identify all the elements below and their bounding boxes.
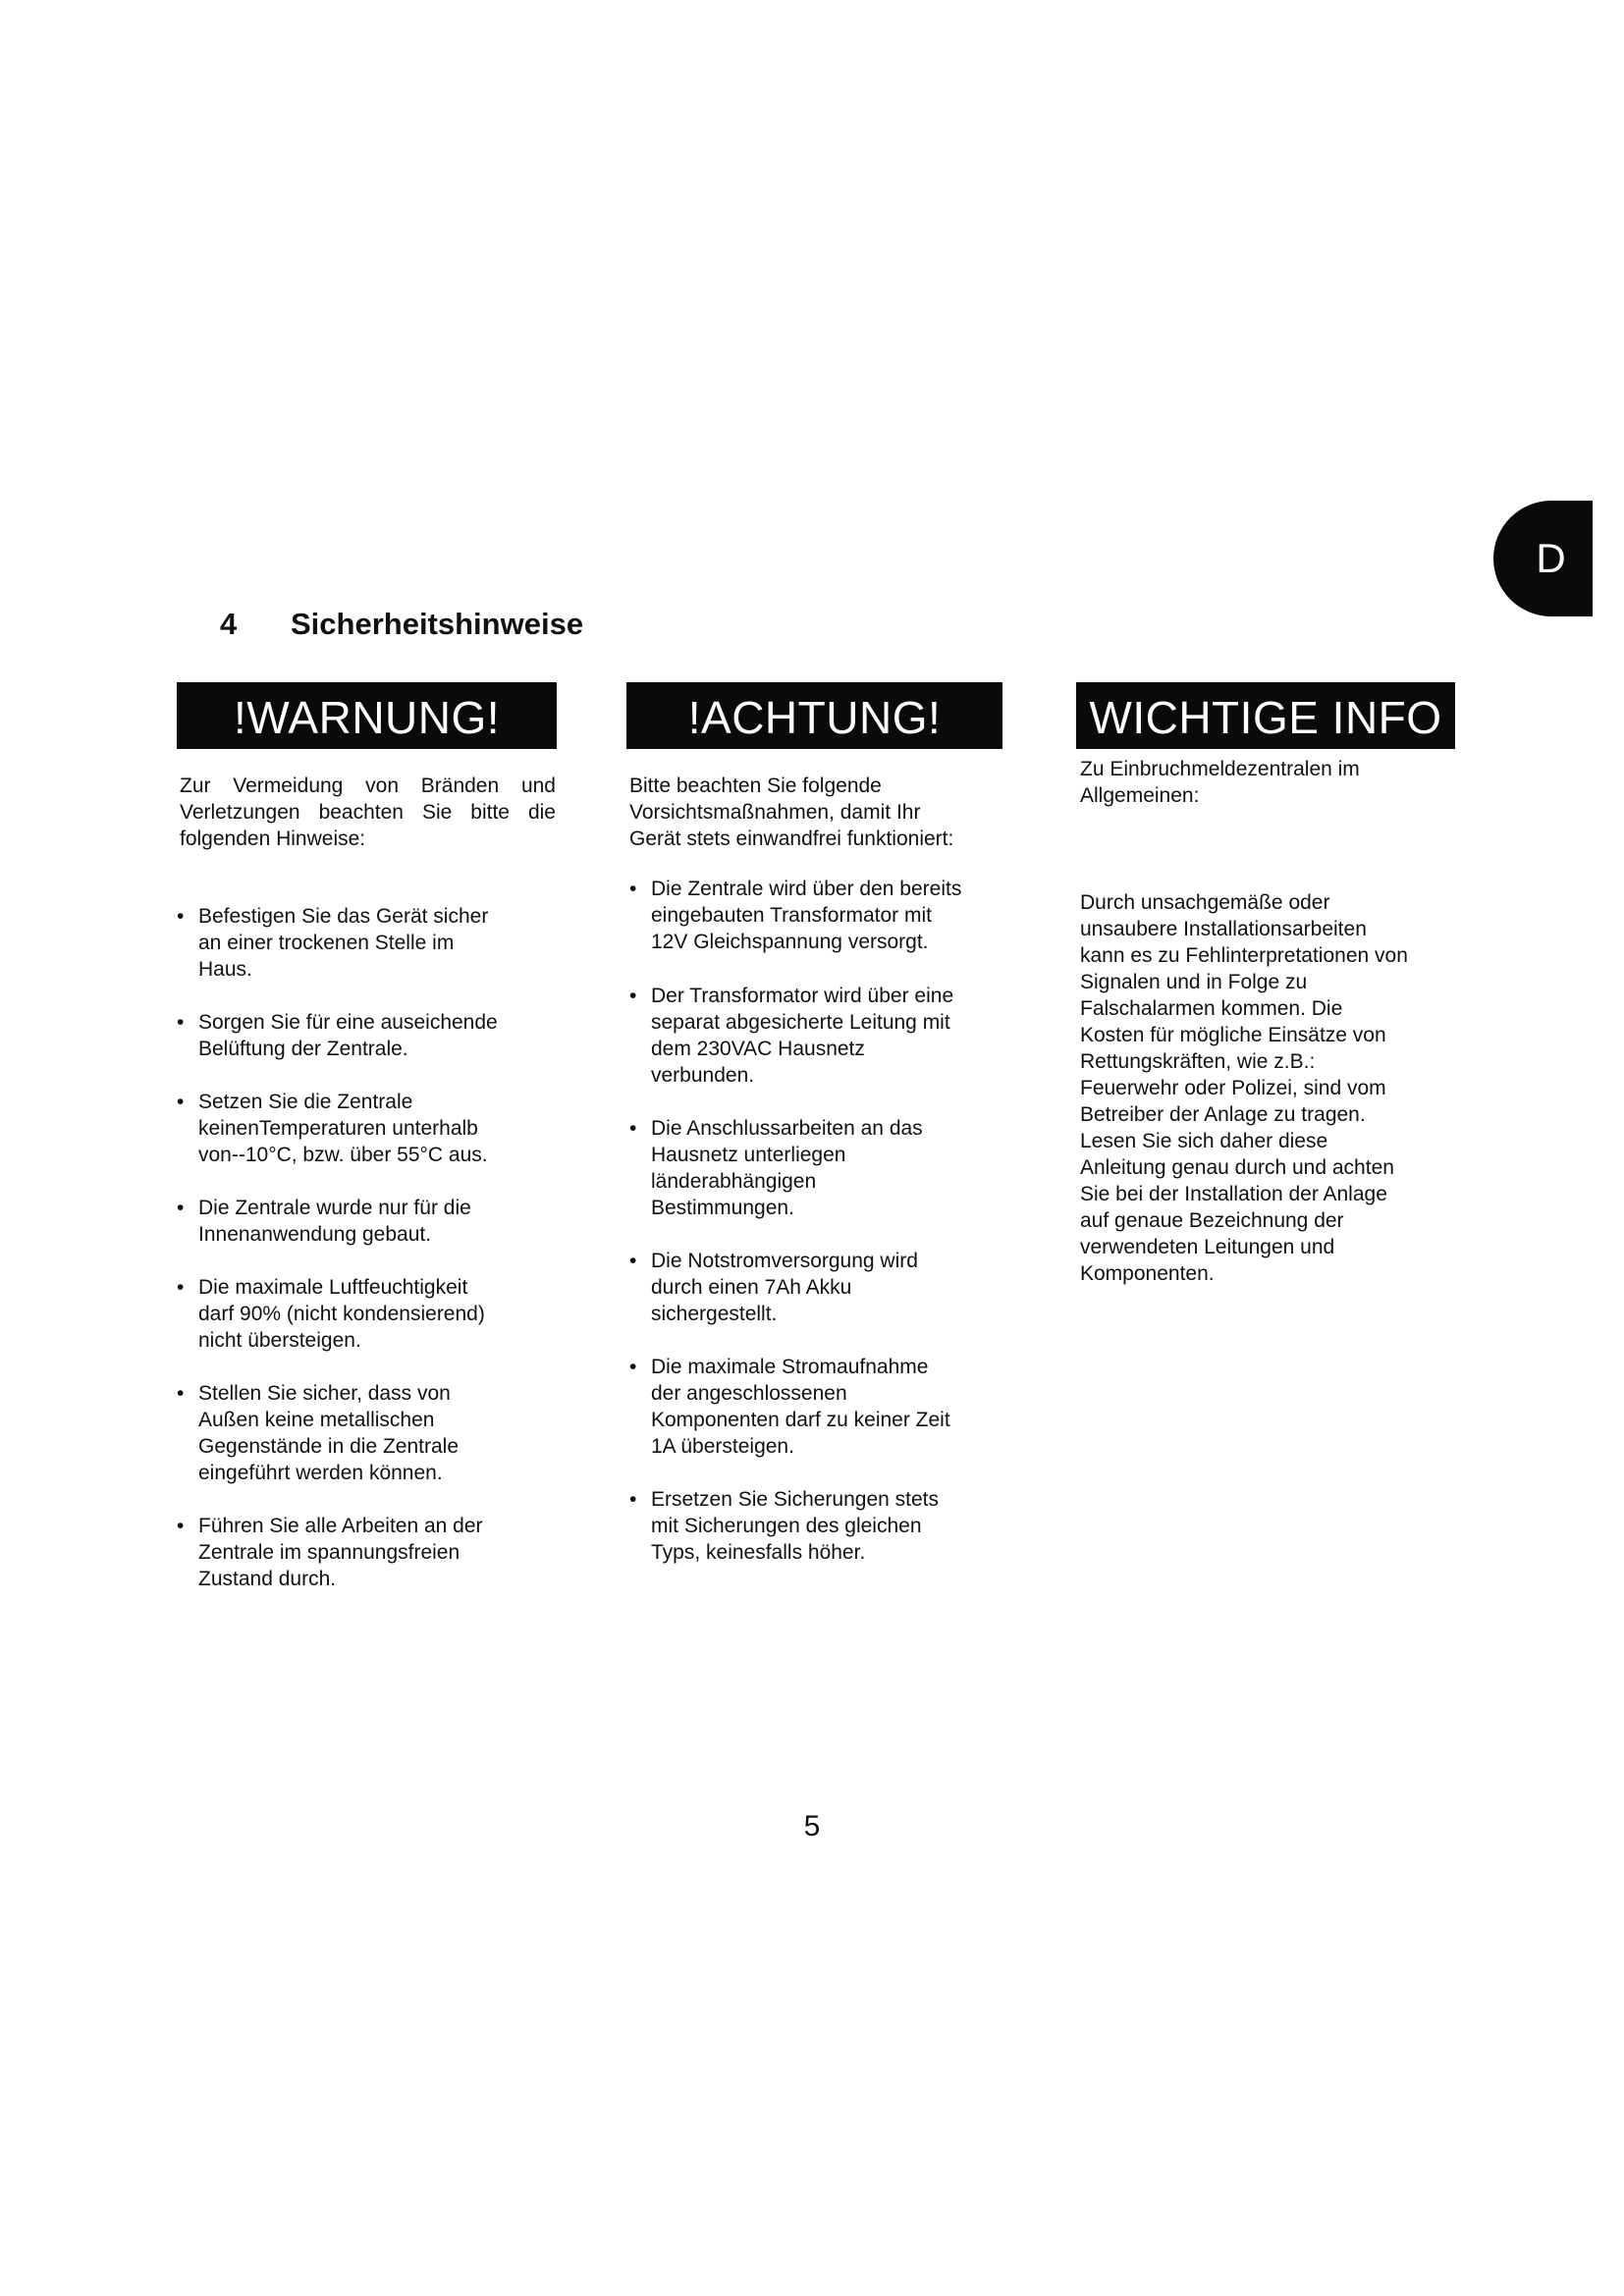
list-line: darf 90% (nicht kondensierend) bbox=[198, 1303, 485, 1325]
list-line: separat abgesicherte Leitung mit bbox=[651, 1011, 950, 1034]
warning-item bbox=[177, 1274, 485, 1354]
list-line: • Der Transformator wird über eine bbox=[651, 985, 954, 1007]
list-line: Typs, keinesfalls höher. bbox=[651, 1541, 866, 1564]
warning-intro bbox=[180, 773, 556, 852]
list-line: Außen keine metallischen bbox=[198, 1409, 435, 1431]
section-heading bbox=[220, 607, 583, 642]
paragraph-line: kann es zu Fehlinterpretationen von bbox=[1080, 944, 1408, 967]
section-number: 4 bbox=[220, 607, 238, 641]
list-line: • Befestigen Sie das Gerät sicher bbox=[198, 905, 489, 928]
list-line: mit Sicherungen des gleichen bbox=[651, 1515, 922, 1537]
list-line: • Die Zentrale wurde nur für die bbox=[198, 1197, 471, 1219]
info-paragraph bbox=[1080, 889, 1473, 1287]
warning-item bbox=[177, 1195, 471, 1248]
list-line: Komponenten darf zu keiner Zeit bbox=[651, 1409, 950, 1431]
list-line: keinenTemperaturen unterhalb bbox=[198, 1117, 478, 1140]
warning-intro-line: Verletzungen beachten Sie bitte die bbox=[180, 801, 556, 824]
caution-item bbox=[629, 1115, 923, 1221]
warning-intro-line: folgenden Hinweise: bbox=[180, 828, 366, 850]
caution-banner: !ACHTUNG! bbox=[626, 682, 1002, 749]
list-line: Haus. bbox=[198, 958, 252, 981]
paragraph-line: Betreiber der Anlage zu tragen. bbox=[1080, 1103, 1366, 1126]
warning-item bbox=[177, 1089, 488, 1168]
paragraph-line: Feuerwehr oder Polizei, sind vom bbox=[1080, 1077, 1386, 1099]
list-line: Gegenstände in die Zentrale bbox=[198, 1435, 460, 1458]
list-line: 1A übersteigen. bbox=[651, 1435, 794, 1458]
list-line: dem 230VAC Hausnetz bbox=[651, 1038, 865, 1060]
language-tab: D bbox=[1493, 501, 1593, 616]
info-intro bbox=[1080, 756, 1473, 809]
info-banner: WICHTIGE INFO bbox=[1076, 682, 1455, 749]
list-line: eingeführt werden können. bbox=[198, 1462, 443, 1484]
list-line: nicht übersteigen. bbox=[198, 1329, 361, 1352]
list-line: von--10°C, bzw. über 55°C aus. bbox=[198, 1144, 488, 1166]
caution-item bbox=[629, 876, 961, 955]
section-title: Sicherheitshinweise bbox=[291, 607, 584, 641]
paragraph-line: Kosten für mögliche Einsätze von bbox=[1080, 1024, 1386, 1046]
info-intro-line: Allgemeinen: bbox=[1080, 784, 1200, 807]
warning-banner: !WARNUNG! bbox=[177, 682, 557, 749]
caution-item bbox=[629, 1248, 918, 1327]
list-line: länderabhängigen bbox=[651, 1170, 817, 1193]
paragraph-line: Komponenten. bbox=[1080, 1262, 1215, 1285]
paragraph-line: verwendeten Leitungen und bbox=[1080, 1236, 1335, 1258]
list-line: sichergestellt. bbox=[651, 1303, 778, 1325]
list-line: Zentrale im spannungsfreien bbox=[198, 1541, 460, 1564]
list-line: 12V Gleichspannung versorgt. bbox=[651, 931, 929, 953]
list-line: • Sorgen Sie für eine auseichende bbox=[198, 1011, 498, 1034]
list-line: • Führen Sie alle Arbeiten an der bbox=[198, 1515, 483, 1537]
paragraph-line: Durch unsachgemäße oder bbox=[1080, 891, 1330, 914]
list-line: • Die maximale Stromaufnahme bbox=[651, 1356, 929, 1378]
warning-item bbox=[177, 1380, 459, 1486]
caution-item bbox=[629, 1486, 939, 1566]
list-line: Innenanwendung gebaut. bbox=[198, 1223, 432, 1246]
warning-item bbox=[177, 1513, 483, 1592]
paragraph-line: Anleitung genau durch und achten bbox=[1080, 1156, 1394, 1179]
list-line: durch einen 7Ah Akku bbox=[651, 1276, 852, 1299]
list-line: eingebauten Transformator mit bbox=[651, 904, 932, 927]
caution-intro-line: Vorsichtsmaßnahmen, damit Ihr bbox=[629, 801, 921, 824]
caution-intro-line: Bitte beachten Sie folgende bbox=[629, 774, 882, 797]
list-line: der angeschlossenen bbox=[651, 1382, 847, 1405]
paragraph-line: Sie bei der Installation der Anlage bbox=[1080, 1183, 1387, 1205]
caution-intro bbox=[629, 773, 1022, 852]
paragraph-line: Signalen und in Folge zu bbox=[1080, 971, 1308, 993]
list-line: Zustand durch. bbox=[198, 1568, 337, 1590]
caution-item bbox=[629, 983, 953, 1089]
caution-intro-line: Gerät stets einwandfrei funktioniert: bbox=[629, 828, 954, 850]
list-line: • Die Zentrale wird über den bereits bbox=[651, 878, 962, 900]
list-line: • Setzen Sie die Zentrale bbox=[198, 1091, 413, 1113]
warning-item bbox=[177, 1009, 498, 1062]
list-line: • Die maximale Luftfeuchtigkeit bbox=[198, 1276, 468, 1299]
list-line: Hausnetz unterliegen bbox=[651, 1144, 846, 1166]
paragraph-line: unsaubere Installationsarbeiten bbox=[1080, 918, 1367, 940]
list-line: verbunden. bbox=[651, 1064, 755, 1087]
list-line: Bestimmungen. bbox=[651, 1197, 794, 1219]
warning-intro-line: Zur Vermeidung von Bränden und bbox=[180, 774, 556, 797]
info-intro-line: Zu Einbruchmeldezentralen im bbox=[1080, 758, 1360, 780]
paragraph-line: auf genaue Bezeichnung der bbox=[1080, 1209, 1344, 1232]
warning-item bbox=[177, 903, 488, 983]
page-number: 5 bbox=[803, 1810, 821, 1842]
list-line: an einer trockenen Stelle im bbox=[198, 932, 455, 954]
list-line: Belüftung der Zentrale. bbox=[198, 1038, 408, 1060]
paragraph-line: Falschalarmen kommen. Die bbox=[1080, 997, 1343, 1020]
paragraph-line: Lesen Sie sich daher diese bbox=[1080, 1130, 1328, 1152]
list-line: • Die Notstromversorgung wird bbox=[651, 1250, 918, 1272]
caution-item bbox=[629, 1354, 950, 1460]
list-line: • Die Anschlussarbeiten an das bbox=[651, 1117, 923, 1140]
list-line: • Stellen Sie sicher, dass von bbox=[198, 1382, 451, 1405]
list-line: • Ersetzen Sie Sicherungen stets bbox=[651, 1488, 939, 1511]
paragraph-line: Rettungskräften, wie z.B.: bbox=[1080, 1050, 1316, 1073]
